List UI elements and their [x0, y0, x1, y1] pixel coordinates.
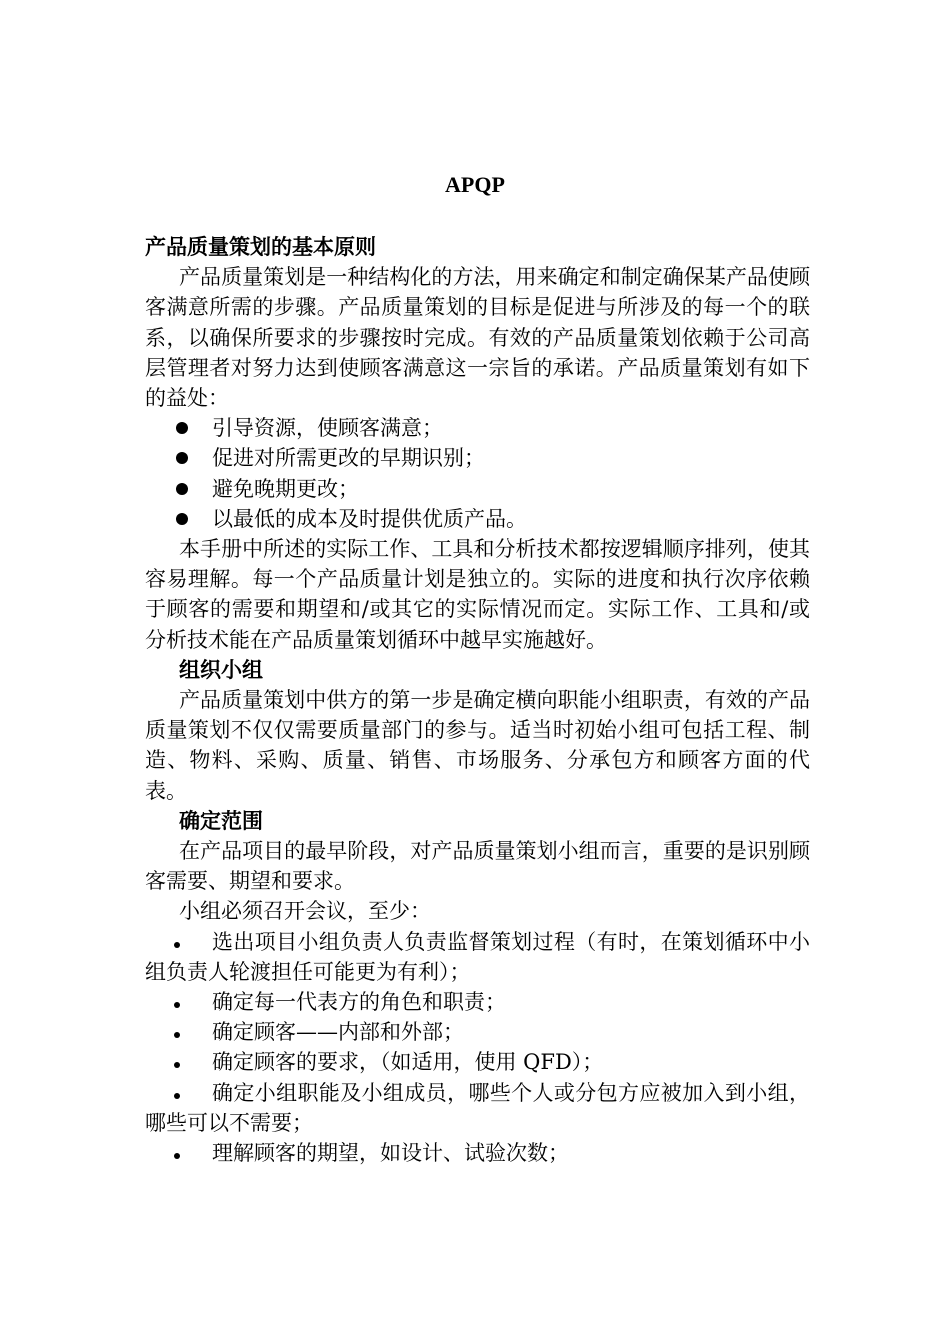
- list-item: 以最低的成本及时提供优质产品。: [145, 504, 810, 534]
- list-item: 确定顾客的要求，（如适用，使用 QFD）；: [145, 1047, 810, 1077]
- paragraph-team: 产品质量策划中供方的第一步是确定横向职能小组职责，有效的产品质量策划不仅仅需要质量部门的参与。适当时初始小组可包括工程、制造、物料、采购、质量、销售、市场服务、分承包方和顾客方面的代表。: [145, 688, 810, 803]
- benefits-list: [145, 413, 810, 534]
- list-item: 确定小组职能及小组成员，哪些个人或分包方应被加入到小组，哪些可以不需要；: [145, 1080, 810, 1135]
- section-heading-team: 组织小组: [179, 656, 263, 682]
- meeting-list: [145, 927, 810, 1169]
- paragraph-manual: 本手册中所述的实际工作、工具和分析技术都按逻辑顺序排列，使其容易理解。每一个产品质量计划是独立的。实际的进度和执行次序依赖于顾客的需要和期望和/或其它的实际情况而定。实际工作、工具和/或分析技术能在产品质量策划循环中越早实施越好。: [145, 537, 810, 652]
- list-item: 确定顾客——内部和外部；: [145, 1017, 810, 1047]
- bullet-icon: [176, 483, 188, 495]
- bullet-icon: [174, 1062, 180, 1068]
- bullet-icon: [174, 942, 180, 948]
- bullet-icon: [174, 1002, 180, 1008]
- list-item: 促进对所需更改的早期识别；: [145, 443, 810, 473]
- bullet-icon: [174, 1093, 180, 1099]
- list-item: 避免晚期更改；: [145, 474, 810, 504]
- section-heading-principles: 产品质量策划的基本原则: [145, 234, 376, 259]
- paragraph-meeting: 小组必须召开会议，至少：: [179, 899, 431, 924]
- bullet-icon: [176, 513, 188, 525]
- list-item: 理解顾客的期望，如设计、试验次数；: [145, 1138, 810, 1168]
- bullet-icon: [174, 1153, 180, 1159]
- bullet-icon: [176, 452, 188, 464]
- section-heading-scope: 确定范围: [179, 807, 263, 833]
- document-body: [145, 232, 810, 1168]
- list-item: 确定每一代表方的角色和职责；: [145, 987, 810, 1017]
- paragraph-principles: 产品质量策划是一种结构化的方法，用来确定和制定确保某产品使顾客满意所需的步骤。产品质量策划的目标是促进与所涉及的每一个的联系，以确保所要求的步骤按时完成。有效的产品质量策划依赖于公司高层管理者对努力达到使顾客满意这一宗旨的承诺。产品质量策划有如下的益处：: [145, 265, 810, 411]
- bullet-icon: [176, 422, 188, 434]
- list-item: 引导资源，使顾客满意；: [145, 413, 810, 443]
- list-item: 选出项目小组负责人负责监督策划过程（有时，在策划循环中小组负责人轮渡担任可能更为有利）；: [145, 929, 810, 984]
- document-title: APQP: [445, 172, 505, 197]
- bullet-icon: [174, 1032, 180, 1038]
- paragraph-scope: 在产品项目的最早阶段，对产品质量策划小组而言，重要的是识别顾客需要、期望和要求。: [145, 839, 810, 894]
